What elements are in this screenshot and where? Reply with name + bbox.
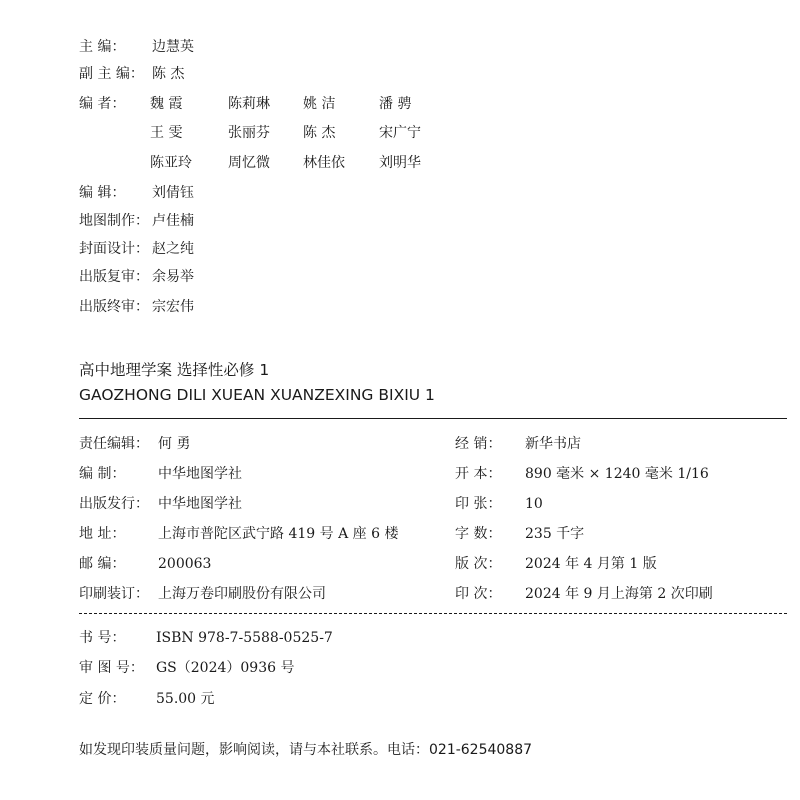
info-value: 上海万卷印刷股份有限公司	[158, 586, 326, 602]
info-label: 经 销：	[455, 436, 502, 452]
copy-editor-name: 刘倩钰	[152, 185, 194, 201]
info-value: 2024 年 4 月第 1 版	[525, 556, 657, 572]
editor-name: 魏 霞	[150, 96, 183, 112]
editor-name: 潘 骋	[379, 96, 412, 112]
info-value: 200063	[158, 556, 212, 572]
info-label: 开 本：	[455, 466, 502, 482]
info-label: 字 数：	[455, 526, 502, 542]
info-value: 890 毫米 × 1240 毫米 1/16	[525, 466, 709, 482]
info-label: 地 址：	[79, 526, 126, 542]
book-title: 高中地理学案 选择性必修 1	[79, 361, 270, 379]
info-label: 印 张：	[455, 496, 502, 512]
info-value: 235 千字	[525, 526, 585, 542]
editor-name: 张丽芬	[228, 125, 270, 141]
editor-name: 陈莉琳	[228, 96, 270, 112]
editor-name: 王 雯	[150, 125, 183, 141]
editor-name: 陈亚玲	[150, 155, 192, 171]
map-approval-value: GS（2024）0936 号	[156, 660, 295, 676]
deputy-editor-name: 陈 杰	[152, 66, 185, 82]
info-value: 10	[525, 496, 543, 512]
editor-name: 宋广宁	[379, 125, 421, 141]
final-reviewer-name: 宗宏伟	[152, 299, 194, 315]
cover-designer-name: 赵之纯	[152, 241, 194, 257]
info-label: 编 制：	[79, 466, 126, 482]
deputy-editor-label: 副 主 编：	[79, 66, 144, 82]
price-label: 定 价：	[79, 691, 126, 707]
editor-name: 周忆微	[228, 155, 270, 171]
info-label: 责任编辑：	[79, 436, 149, 452]
editor-name: 林佳依	[303, 155, 345, 171]
info-value: 何 勇	[158, 436, 191, 452]
info-label: 印 次：	[455, 586, 502, 602]
map-approval-label: 审 图 号：	[79, 660, 144, 676]
info-value: 中华地图学社	[158, 466, 242, 482]
reviewer-label: 出版复审：	[79, 269, 149, 285]
editor-name: 刘明华	[379, 155, 421, 171]
editor-name: 陈 杰	[303, 125, 336, 141]
reviewer-name: 余易举	[152, 269, 194, 285]
info-value: 上海市普陀区武宁路 419 号 A 座 6 楼	[158, 526, 399, 542]
info-label: 邮 编：	[79, 556, 126, 572]
chief-editor-name: 边慧英	[152, 39, 194, 55]
divider-bottom	[79, 613, 787, 614]
editors-label: 编 者：	[79, 96, 126, 112]
cover-designer-label: 封面设计：	[79, 241, 149, 257]
divider-top	[79, 418, 787, 419]
copy-editor-label: 编 辑：	[79, 185, 126, 201]
info-value: 中华地图学社	[158, 496, 242, 512]
info-value: 2024 年 9 月上海第 2 次印刷	[525, 586, 713, 602]
editor-name: 姚 洁	[303, 96, 336, 112]
quality-contact-note: 如发现印装质量问题，影响阅读，请与本社联系。电话：021-62540887	[79, 742, 533, 758]
book-title-pinyin: GAOZHONG DILI XUEAN XUANZEXING BIXIU 1	[79, 386, 435, 404]
final-reviewer-label: 出版终审：	[79, 299, 149, 315]
chief-editor-label: 主 编：	[79, 39, 126, 55]
isbn-value: ISBN 978-7-5588-0525-7	[156, 630, 333, 646]
isbn-label: 书 号：	[79, 630, 126, 646]
map-maker-name: 卢佳楠	[152, 213, 194, 229]
map-maker-label: 地图制作：	[79, 213, 149, 229]
info-value: 新华书店	[525, 436, 581, 452]
info-label: 版 次：	[455, 556, 502, 572]
info-label: 印刷装订：	[79, 586, 149, 602]
price-value: 55.00 元	[156, 691, 215, 707]
info-label: 出版发行：	[79, 496, 149, 512]
